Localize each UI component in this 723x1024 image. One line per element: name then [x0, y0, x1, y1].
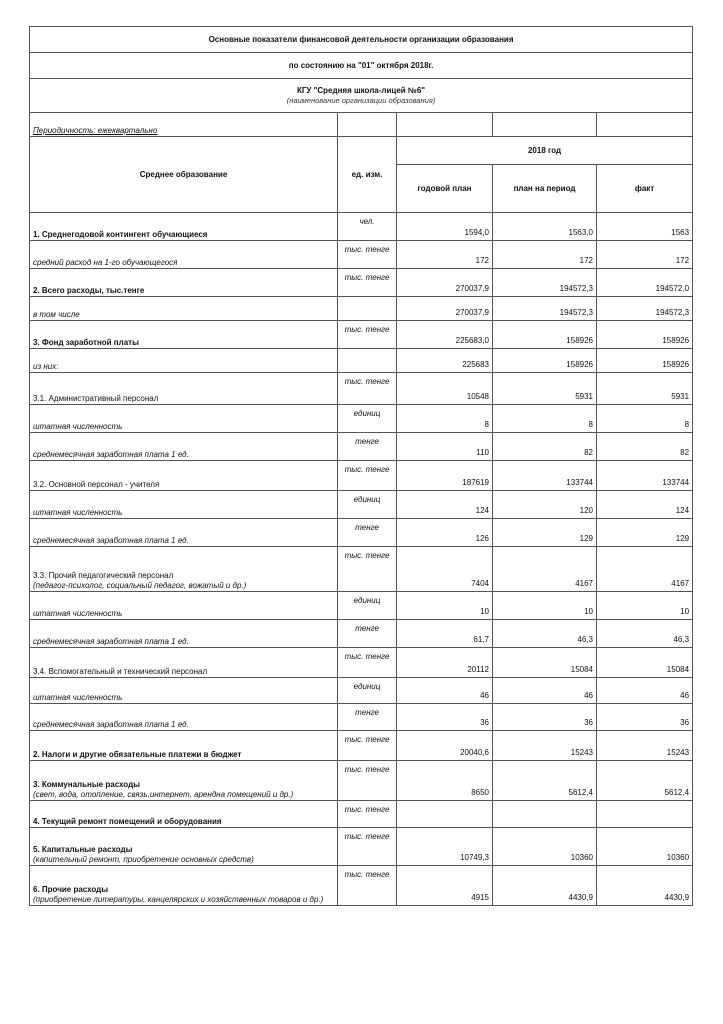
annual-plan-value: 225683,0: [397, 321, 493, 349]
row-label-cell: [30, 731, 338, 761]
period-plan-value: 194572,3: [493, 297, 597, 321]
fact-value: 10360: [597, 828, 693, 866]
row-label-cell: [30, 433, 338, 461]
row-label-cell: [30, 373, 338, 405]
row-label: средний расход на 1-го обучающегося: [33, 258, 178, 267]
fact-value: 133744: [597, 461, 693, 491]
row-label: в том числе: [33, 310, 80, 319]
fact-value: 4430,9: [597, 866, 693, 906]
table-row: [30, 321, 693, 349]
blank-cell: [597, 113, 693, 137]
annual-plan-value: 4915: [397, 866, 493, 906]
table-row: [30, 297, 693, 321]
row-unit: [338, 349, 397, 373]
row-label: 3.1. Административный персонал: [33, 394, 159, 403]
row-note: (приобретение литературы, канцелярских и хозяйственных товаров и др.): [33, 895, 324, 904]
period-plan-value: 158926: [493, 321, 597, 349]
row-label-cell: [30, 761, 338, 801]
row-label-cell: [30, 801, 338, 828]
row-label: среднемесячная заработная плата 1 ед.: [33, 720, 189, 729]
row-note: (педагог-психолог, социальный педагог, вожатый и др.): [33, 581, 247, 590]
fact-value: 15084: [597, 648, 693, 678]
annual-plan-value: 270037,9: [397, 269, 493, 297]
annual-plan-value: 8650: [397, 761, 493, 801]
report-table: [29, 26, 693, 906]
period-plan-value: 4167: [493, 547, 597, 592]
row-label: штатная численность: [33, 422, 123, 431]
row-label: 3. Коммунальные расходы: [33, 780, 140, 789]
fact-value: 5931: [597, 373, 693, 405]
row-unit: тыс. тенге: [338, 731, 397, 761]
row-unit: тыс. тенге: [338, 648, 397, 678]
fact-value: 36: [597, 704, 693, 731]
annual-plan-value: 270037,9: [397, 297, 493, 321]
table-row: [30, 213, 693, 241]
table-row: [30, 433, 693, 461]
fact-value: 129: [597, 519, 693, 547]
row-label: 2. Всего расходы, тыс.тенге: [33, 286, 145, 295]
row-unit: тенге: [338, 433, 397, 461]
row-label-cell: [30, 241, 338, 269]
table-row: [30, 648, 693, 678]
org-caption: (наименование организации образования): [286, 95, 436, 105]
period-plan-value: 4430,9: [493, 866, 597, 906]
table-row: [30, 491, 693, 519]
row-label-cell: [30, 648, 338, 678]
row-unit: единиц: [338, 592, 397, 620]
annual-plan-value: 20040,6: [397, 731, 493, 761]
row-unit: тыс. тенге: [338, 866, 397, 906]
table-row: [30, 547, 693, 592]
row-unit: тыс. тенге: [338, 461, 397, 491]
row-label: 5. Капитальные расходы: [33, 845, 133, 854]
annual-plan-value: 10548: [397, 373, 493, 405]
period-plan-value: 15243: [493, 731, 597, 761]
row-label: 2. Налоги и другие обязательные платежи в бюджет: [33, 750, 242, 759]
row-label-cell: [30, 547, 338, 592]
row-label-cell: [30, 297, 338, 321]
row-unit: тыс. тенге: [338, 547, 397, 592]
annual-plan-value: 187619: [397, 461, 493, 491]
period-plan-value: 194572,3: [493, 269, 597, 297]
row-label-cell: [30, 620, 338, 648]
table-row: [30, 241, 693, 269]
fact-value: 8: [597, 405, 693, 433]
period-plan-value: 82: [493, 433, 597, 461]
period-plan-value: 46,3: [493, 620, 597, 648]
row-label: штатная численность: [33, 508, 123, 517]
row-label: 1. Среднегодовой контингент обучающиеся: [33, 230, 208, 239]
fact-value: 172: [597, 241, 693, 269]
fact-value: 46: [597, 678, 693, 704]
row-label-cell: [30, 828, 338, 866]
row-unit: тенге: [338, 519, 397, 547]
report-title: Основные показатели финансовой деятельности организации образования: [30, 27, 693, 53]
table-row: [30, 678, 693, 704]
row-label-cell: [30, 213, 338, 241]
row-unit: тыс. тенге: [338, 269, 397, 297]
row-unit: тенге: [338, 704, 397, 731]
period-plan-value: 5931: [493, 373, 597, 405]
period-plan-value: 8: [493, 405, 597, 433]
fact-value: 46,3: [597, 620, 693, 648]
row-label: 4. Текущий ремонт помещений и оборудования: [33, 817, 222, 826]
annual-plan-value: 7404: [397, 547, 493, 592]
fact-value: 194572,3: [597, 297, 693, 321]
row-label: 6. Прочие расходы: [33, 885, 109, 894]
row-unit: тыс. тенге: [338, 373, 397, 405]
fact-value: 10: [597, 592, 693, 620]
fact-value: 194572,0: [597, 269, 693, 297]
annual-plan-value: 124: [397, 491, 493, 519]
row-unit: тыс. тенге: [338, 321, 397, 349]
row-label-cell: [30, 405, 338, 433]
row-label: 3. Фонд заработной платы: [33, 338, 139, 347]
annual-plan-value: 10749,3: [397, 828, 493, 866]
table-row: [30, 801, 693, 828]
fact-value: [597, 801, 693, 828]
column-header-section: Среднее образование: [30, 137, 338, 213]
periodicity-row: [30, 113, 693, 137]
row-label: среднемесячная заработная плата 1 ед.: [33, 450, 189, 459]
column-header-fact: факт: [597, 165, 693, 213]
row-label-cell: [30, 519, 338, 547]
annual-plan-value: 225683: [397, 349, 493, 373]
table-row: [30, 373, 693, 405]
period-plan-value: 129: [493, 519, 597, 547]
column-header-period-plan: план на период: [493, 165, 597, 213]
date-row: [30, 53, 693, 79]
periodicity-label: Периодичность: ежеквартально: [30, 113, 338, 137]
row-unit: тыс. тенге: [338, 801, 397, 828]
period-plan-value: 158926: [493, 349, 597, 373]
annual-plan-value: 36: [397, 704, 493, 731]
row-label: среднемесячная заработная плата 1 ед.: [33, 637, 189, 646]
annual-plan-value: 126: [397, 519, 493, 547]
row-unit: тыс. тенге: [338, 241, 397, 269]
annual-plan-value: 61,7: [397, 620, 493, 648]
table-row: [30, 269, 693, 297]
period-plan-value: 46: [493, 678, 597, 704]
column-header-unit: ед. изм.: [338, 137, 397, 213]
period-plan-value: 1563,0: [493, 213, 597, 241]
title-row: [30, 27, 693, 53]
table-row: [30, 405, 693, 433]
row-unit: [338, 297, 397, 321]
period-plan-value: 172: [493, 241, 597, 269]
row-label-cell: [30, 461, 338, 491]
org-row: [30, 79, 693, 113]
annual-plan-value: 20112: [397, 648, 493, 678]
row-label-cell: [30, 704, 338, 731]
table-row: [30, 731, 693, 761]
row-label-cell: [30, 866, 338, 906]
table-row: [30, 828, 693, 866]
blank-cell: [397, 113, 493, 137]
table-row: [30, 461, 693, 491]
fact-value: 158926: [597, 321, 693, 349]
table-row: [30, 592, 693, 620]
row-unit: чел.: [338, 213, 397, 241]
blank-cell: [338, 113, 397, 137]
row-unit: единиц: [338, 491, 397, 519]
fact-value: 124: [597, 491, 693, 519]
row-label: штатная численность: [33, 693, 123, 702]
annual-plan-value: 46: [397, 678, 493, 704]
row-label-cell: [30, 269, 338, 297]
fact-value: 5612,4: [597, 761, 693, 801]
table-row: [30, 761, 693, 801]
fact-value: 4167: [597, 547, 693, 592]
row-unit: единиц: [338, 405, 397, 433]
annual-plan-value: 1594,0: [397, 213, 493, 241]
annual-plan-value: 172: [397, 241, 493, 269]
column-header-year: 2018 год: [397, 137, 693, 165]
financial-report-sheet: [29, 26, 692, 906]
table-row: [30, 704, 693, 731]
period-plan-value: 120: [493, 491, 597, 519]
annual-plan-value: 10: [397, 592, 493, 620]
org-name: КГУ "Средняя школа-лицей №6": [296, 85, 426, 95]
period-plan-value: 36: [493, 704, 597, 731]
table-row: [30, 519, 693, 547]
report-date: по состоянию на "01" октября 2018г.: [30, 53, 693, 79]
period-plan-value: [493, 801, 597, 828]
row-label: 3.4. Вспомогательный и технический персонал: [33, 667, 208, 676]
row-label: 3.2. Основной персонал - учителя: [33, 480, 160, 489]
row-unit: тыс. тенге: [338, 761, 397, 801]
period-plan-value: 10: [493, 592, 597, 620]
table-row: [30, 349, 693, 373]
row-label: среднемесячная заработная плата 1 ед.: [33, 536, 189, 545]
row-note: (капительный ремонт, приобретение основных средств): [33, 855, 254, 864]
annual-plan-value: 8: [397, 405, 493, 433]
annual-plan-value: 110: [397, 433, 493, 461]
row-label-cell: [30, 321, 338, 349]
row-label-cell: [30, 491, 338, 519]
row-unit: единиц: [338, 678, 397, 704]
blank-cell: [493, 113, 597, 137]
fact-value: 158926: [597, 349, 693, 373]
column-header-annual-plan: годовой план: [397, 165, 493, 213]
fact-value: 15243: [597, 731, 693, 761]
row-unit: тыс. тенге: [338, 828, 397, 866]
row-label: штатная численность: [33, 609, 123, 618]
row-label: из них:: [33, 362, 59, 371]
period-plan-value: 133744: [493, 461, 597, 491]
period-plan-value: 10360: [493, 828, 597, 866]
row-unit: тенге: [338, 620, 397, 648]
table-row: [30, 620, 693, 648]
row-note: (свет, вода, отопление, связь,интернет, арендна помещений и др.): [33, 790, 294, 799]
row-label: 3.3. Прочий педагогический персонал: [33, 571, 174, 580]
period-plan-value: 15084: [493, 648, 597, 678]
row-label-cell: [30, 592, 338, 620]
fact-value: 82: [597, 433, 693, 461]
table-row: [30, 866, 693, 906]
fact-value: 1563: [597, 213, 693, 241]
annual-plan-value: [397, 801, 493, 828]
header-row-1: [30, 137, 693, 165]
row-label-cell: [30, 678, 338, 704]
period-plan-value: 5612,4: [493, 761, 597, 801]
row-label-cell: [30, 349, 338, 373]
